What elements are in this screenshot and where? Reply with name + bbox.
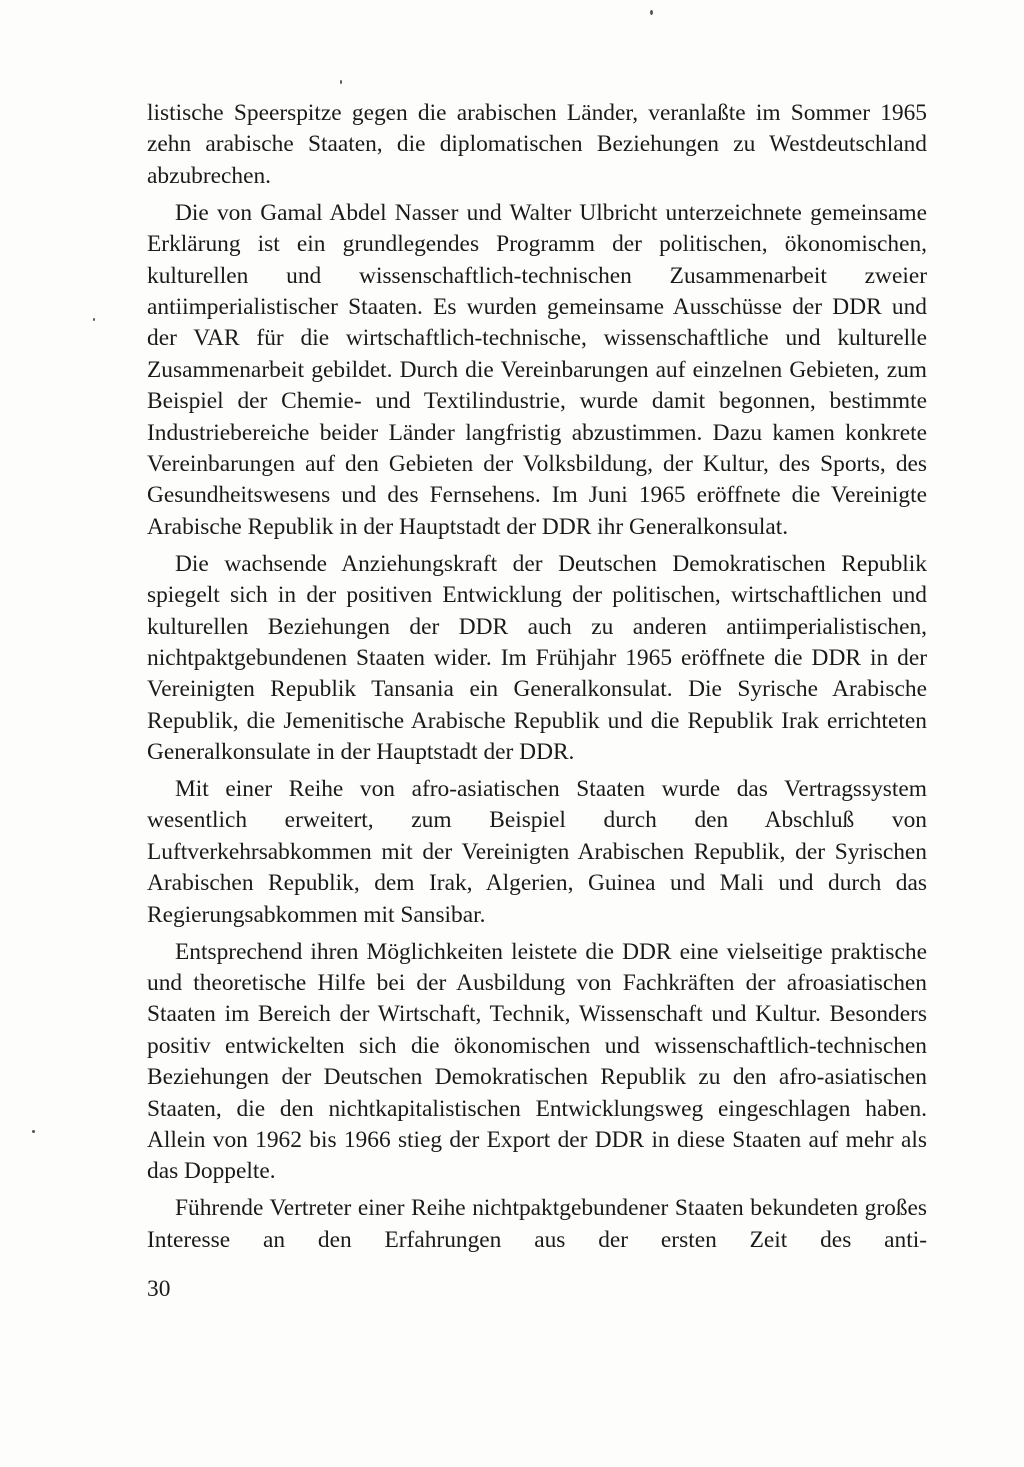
paragraph: Mit einer Reihe von afro-asiatischen Staaten wurde das Vertragssystem wesentlich erweitert, zum Beispiel durch den Abschluß von Luftverkehrsabkommen mit der Vereinigten Arabischen Republik, der Syrischen Arabischen Republik, dem Irak, Algerien, Guinea und Mali und durch das Regierungsabkommen mit Sansibar. bbox=[147, 776, 927, 928]
print-speck bbox=[93, 318, 95, 321]
body-text bbox=[147, 98, 927, 1256]
print-speck bbox=[340, 80, 342, 84]
print-speck bbox=[32, 1130, 35, 1133]
paragraph: Entsprechend ihren Möglichkeiten leistete die DDR eine vielseitige praktische und theoretische Hilfe bei der Ausbildung von Fachkräften der afroasiatischen Staaten im Bereich der Wirtschaft, Technik, Wissenschaft und Kultur. Besonders positiv entwickelten sich die ökonomischen und wissenschaftlich-technischen Beziehungen der Deutschen Demokratischen Republik zu den afro-asiatischen Staaten, die den nichtkapitalistischen Entwicklungsweg eingeschlagen haben. Allein von 1962 bis 1966 stieg der Export der DDR in diese Staaten auf mehr als das Doppelte. bbox=[147, 938, 927, 1185]
paragraph: Führende Vertreter einer Reihe nichtpaktgebundener Staaten bekundeten großes Interesse an den Erfahrungen aus der ersten Zeit des anti- bbox=[147, 1195, 927, 1253]
paragraph: Die von Gamal Abdel Nasser und Walter Ulbricht unterzeichnete gemeinsame Erklärung ist ein grundlegendes Programm der politischen, ökonomischen, kulturellen und wissenschaftlich-technischen Zusammenarbeit zweier antiimperialistischer Staaten. Es wurden gemeinsame Ausschüsse der DDR und der VAR für die wirtschaftlich-technische, wissenschaftliche und kulturelle Zusammenarbeit gebildet. Durch die Vereinbarungen auf einzelnen Gebieten, zum Beispiel der Chemie- und Textilindustrie, wurde damit begonnen, bestimmte Industriebereiche beider Länder langfristig abzustimmen. Dazu kamen konkrete Vereinbarungen auf den Gebieten der Volksbildung, der Kultur, des Sports, des Gesundheitswesens und des Fernsehens. Im Juni 1965 eröffnete die Vereinigte Arabische Republik in der Hauptstadt der DDR ihr Generalkonsulat. bbox=[147, 199, 927, 540]
page-number: 30 bbox=[147, 1276, 171, 1302]
paragraph: listische Speerspitze gegen die arabischen Länder, veranlaßte im Sommer 1965 zehn arabische Staaten, die diplomatischen Beziehungen zu Westdeutschland abzubrechen. bbox=[147, 100, 927, 189]
paragraph: Die wachsende Anziehungskraft der Deutschen Demokratischen Republik spiegelt sich in der positiven Entwicklung der politischen, wirtschaftlichen und kulturellen Beziehungen der DDR auch zu anderen antiimperialistischen, nichtpaktgebundenen Staaten wider. Im Frühjahr 1965 eröffnete die DDR in der Vereinigten Republik Tansania ein Generalkonsulat. Die Syrische Arabische Republik, die Jemenitische Arabische Republik und die Republik Irak errichteten Generalkonsulate in der Hauptstadt der DDR. bbox=[147, 550, 927, 766]
print-speck bbox=[650, 10, 653, 15]
